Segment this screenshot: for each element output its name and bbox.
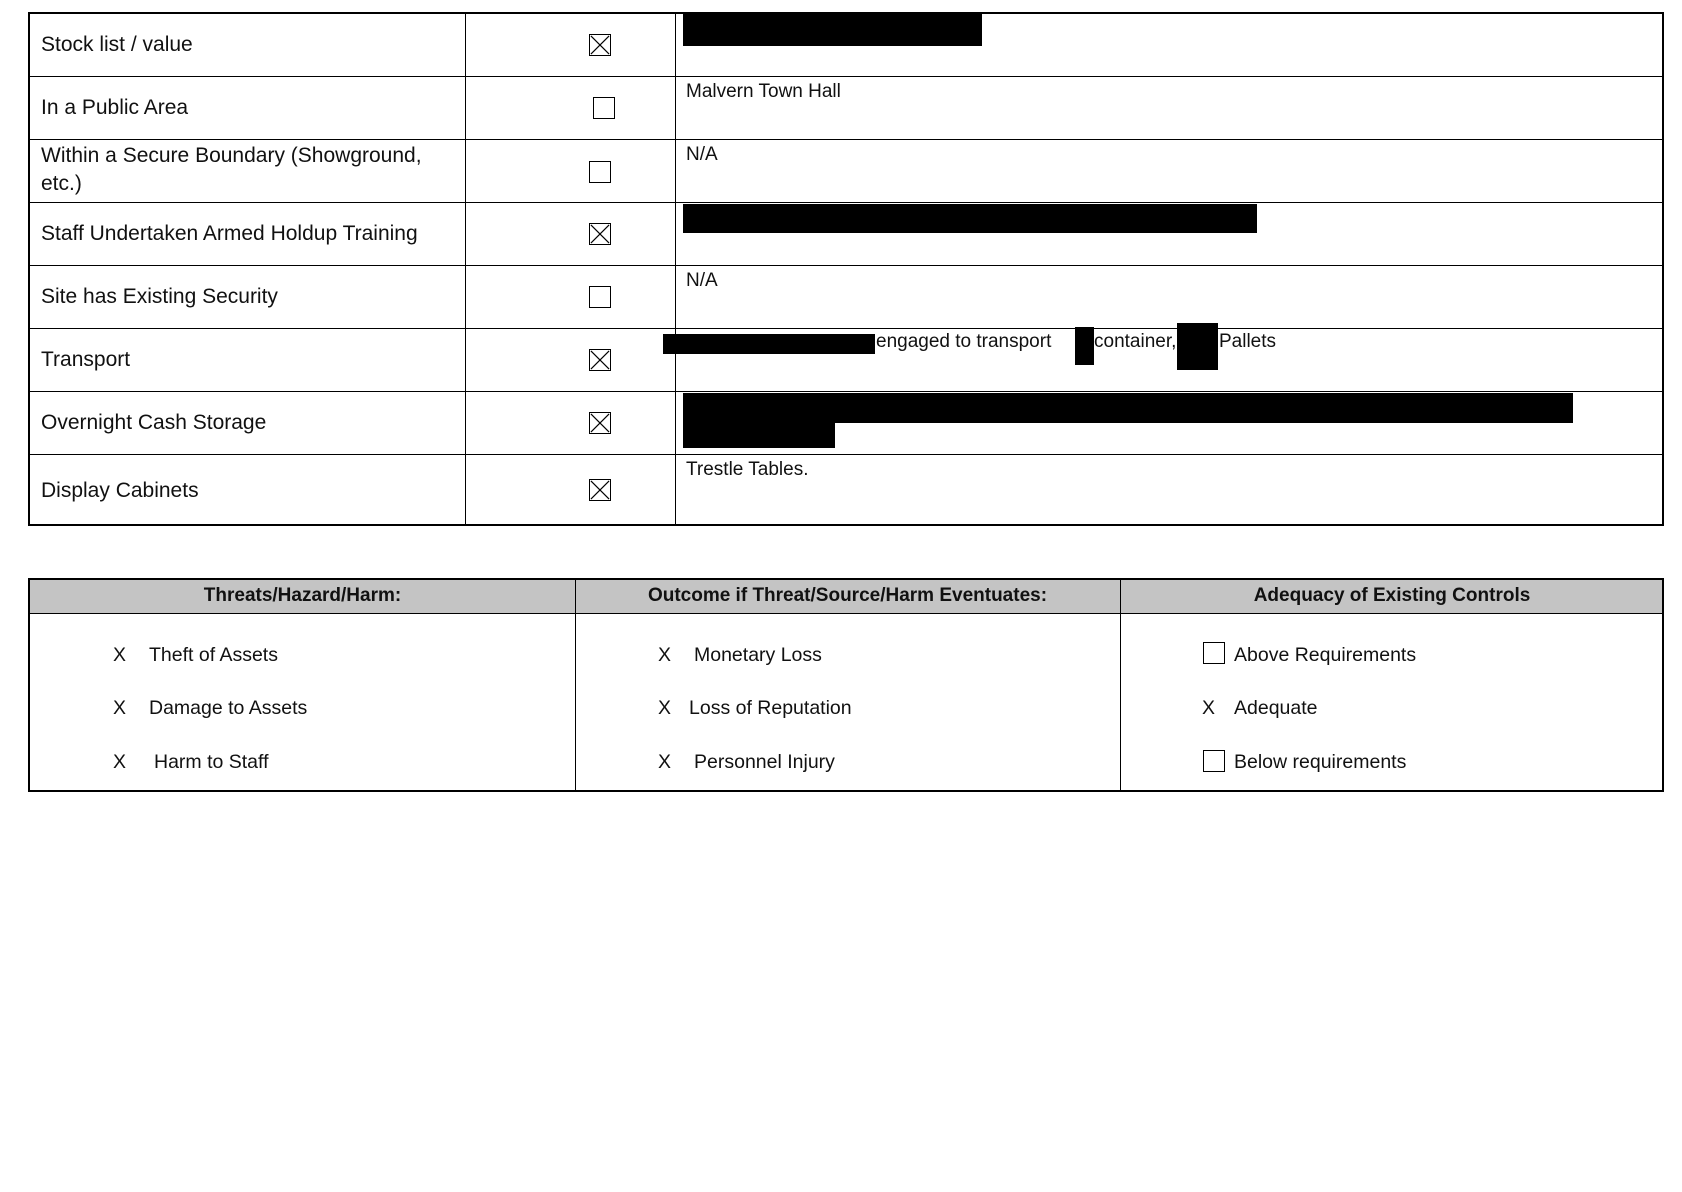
outcome-mark: X [658, 751, 672, 773]
control-item: Above Requirements [1234, 644, 1417, 666]
row-label: Transport [41, 348, 131, 371]
control-mark: X [1202, 697, 1216, 719]
redaction-block [663, 334, 875, 354]
checked-x-icon [590, 350, 610, 370]
outcome-mark: X [658, 644, 672, 666]
outcome-header: Outcome if Threat/Source/Harm Eventuates: [647, 585, 1048, 606]
adequacy-header: Adequacy of Existing Controls [1253, 585, 1531, 606]
risk-assessment-table [28, 578, 1664, 792]
checklist-row-existing-security [30, 266, 1662, 329]
checklist-row-holdup-training [30, 203, 1662, 266]
outcome-item: Personnel Injury [694, 751, 835, 773]
row-label: Within a Secure Boundary (Showground, etc.) [41, 144, 422, 195]
stock-list-checkbox[interactable] [589, 34, 611, 56]
row-label: Overnight Cash Storage [41, 411, 267, 434]
checked-x-icon [590, 35, 610, 55]
checklist-row-transport [30, 329, 1662, 392]
redaction-block [1075, 327, 1094, 365]
threat-item: Harm to Staff [154, 751, 269, 773]
transport-checkbox[interactable] [589, 349, 611, 371]
secure-boundary-checkbox[interactable] [589, 161, 611, 183]
threat-item: Theft of Assets [149, 644, 278, 666]
threat-item: Damage to Assets [149, 697, 308, 719]
public-area-detail: Malvern Town Hall [686, 81, 841, 102]
checked-x-icon [590, 224, 610, 244]
transport-detail-part3: Pallets [1219, 331, 1277, 352]
above-requirements-checkbox[interactable] [1203, 642, 1225, 664]
control-item: Adequate [1234, 697, 1318, 719]
redaction-block [1177, 323, 1218, 370]
checked-x-icon [590, 413, 610, 433]
checklist-row-display-cabinets [30, 455, 1662, 524]
row-label: Stock list / value [41, 33, 193, 56]
holdup-training-checkbox[interactable] [589, 223, 611, 245]
redaction-block [683, 204, 1257, 233]
threat-mark: X [113, 697, 127, 719]
row-label: Site has Existing Security [41, 285, 278, 308]
checked-x-icon [590, 480, 610, 500]
redaction-block [683, 14, 982, 46]
threat-mark: X [113, 751, 127, 773]
threat-mark: X [113, 644, 127, 666]
checklist-row-stock-list [30, 14, 1662, 77]
transport-detail-part1: engaged to transport [876, 331, 1052, 352]
below-requirements-checkbox[interactable] [1203, 750, 1225, 772]
outcome-item: Loss of Reputation [689, 697, 852, 719]
transport-detail-part2: container, [1094, 331, 1177, 352]
outcome-item: Monetary Loss [694, 644, 822, 666]
secure-boundary-detail: N/A [686, 144, 718, 165]
public-area-checkbox[interactable] [593, 97, 615, 119]
existing-security-detail: N/A [686, 270, 718, 291]
checklist-row-secure-boundary [30, 140, 1662, 203]
row-label: Staff Undertaken Armed Holdup Training [41, 222, 418, 245]
existing-security-checkbox[interactable] [589, 286, 611, 308]
outcome-mark: X [658, 697, 672, 719]
threats-header: Threats/Hazard/Harm: [203, 585, 402, 606]
display-cabinets-checkbox[interactable] [589, 479, 611, 501]
checklist-row-cash-storage [30, 392, 1662, 455]
security-checklist-table [28, 12, 1664, 526]
redaction-block [683, 393, 1573, 423]
cash-storage-checkbox[interactable] [589, 412, 611, 434]
row-label: Display Cabinets [41, 479, 199, 502]
redaction-block [683, 422, 835, 448]
checklist-row-public-area [30, 77, 1662, 140]
display-cabinets-detail: Trestle Tables. [686, 459, 809, 480]
control-item: Below requirements [1234, 751, 1407, 773]
row-label: In a Public Area [41, 96, 189, 119]
